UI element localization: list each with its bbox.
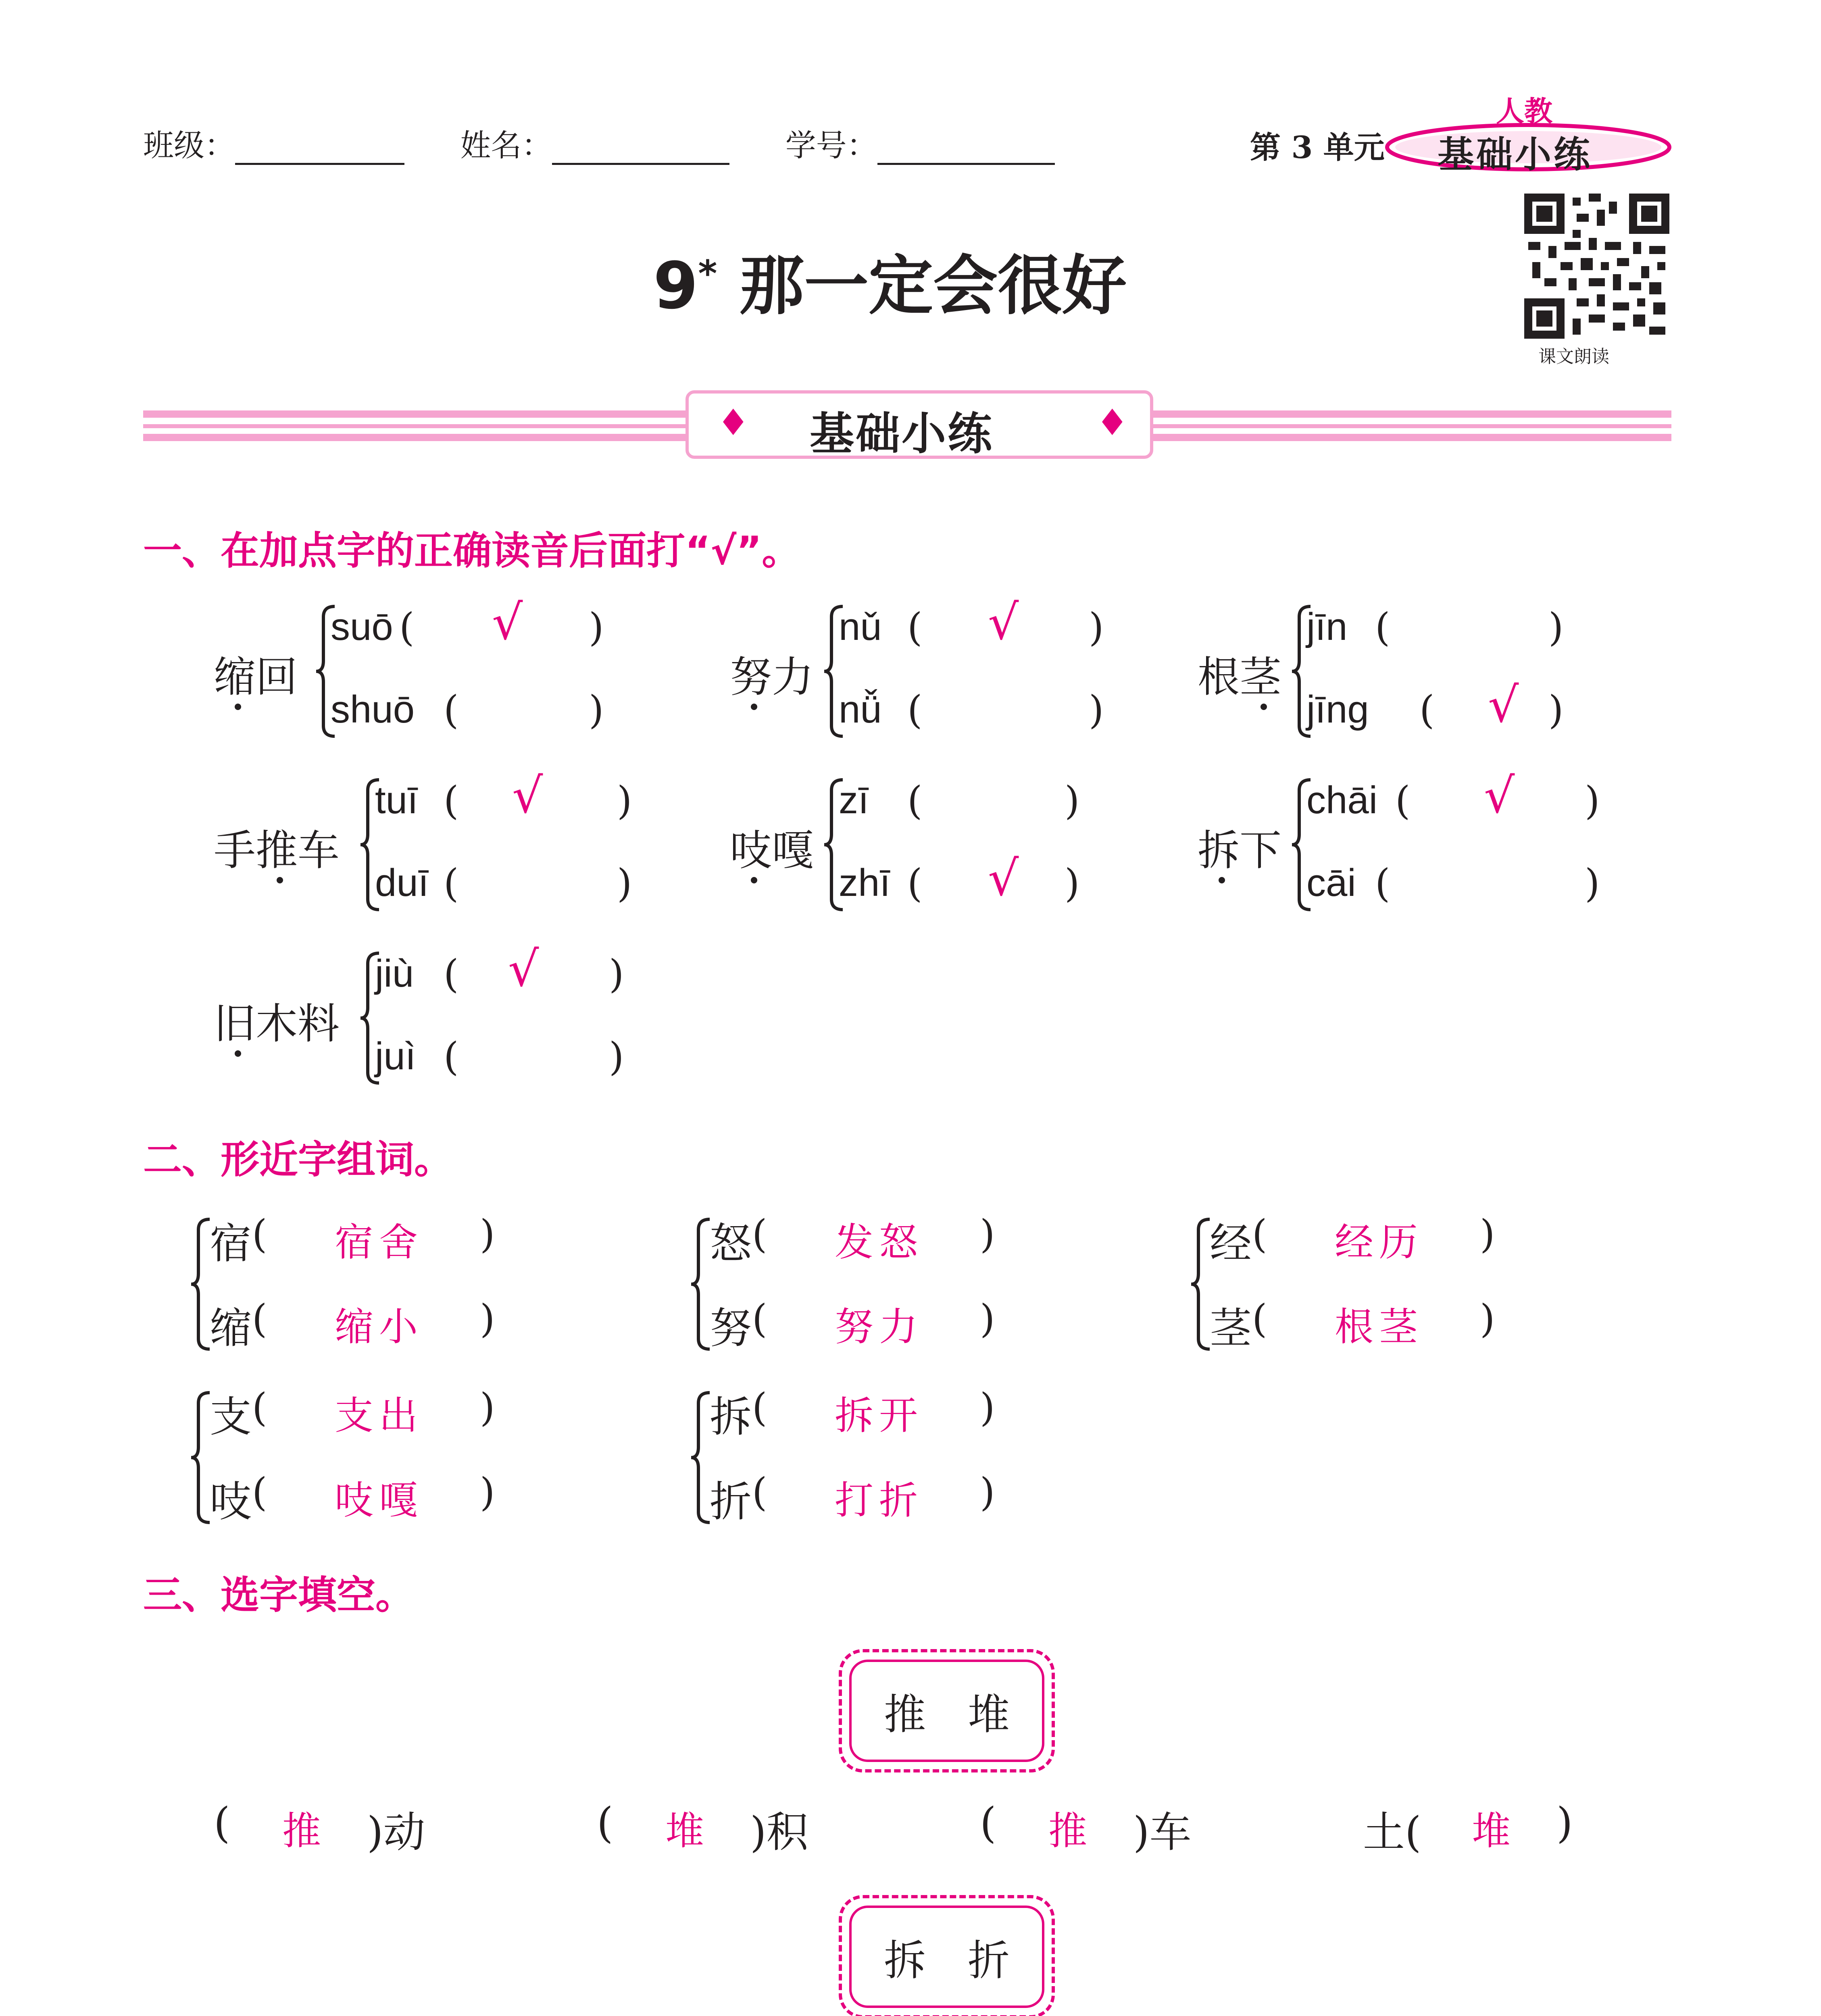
close-paren: ) (617, 778, 632, 823)
emphasis-dot (751, 704, 757, 710)
emphasis-dot (235, 1050, 241, 1057)
word-answer[interactable]: 缩小 (335, 1304, 423, 1350)
base-char: 缩 (210, 1304, 252, 1353)
open-paren: ( (1375, 861, 1390, 906)
base-char: 努 (710, 1304, 752, 1353)
word-answer[interactable]: 根茎 (1335, 1304, 1423, 1350)
check-mark-answer[interactable]: √ (1484, 768, 1515, 824)
check-mark-answer[interactable]: √ (988, 851, 1019, 907)
open-paren: ( (252, 1296, 267, 1341)
open-paren: ( (907, 778, 923, 823)
close-paren: ) (480, 1470, 495, 1515)
pinyin-option: duī (375, 861, 429, 904)
choice-chars: 拆 折 (883, 1936, 1010, 1985)
base-char: 拆 (710, 1392, 752, 1441)
close-paren: ) (480, 1296, 495, 1341)
section3-heading: 三、选字填空。 (143, 1572, 414, 1618)
close-paren: ) (589, 605, 604, 650)
close-paren: ) (1065, 861, 1080, 906)
open-paren: ( (907, 861, 923, 906)
open-paren: ( (907, 605, 923, 650)
lesson-star: * (698, 252, 717, 295)
emphasis-dot (1219, 877, 1225, 883)
pinyin-word: 拆下 (1198, 826, 1282, 875)
emphasis-dot (1261, 704, 1267, 710)
pinyin-option: cāi (1306, 861, 1356, 904)
open-paren: ( (1252, 1296, 1267, 1341)
unit-label: 第 3 单元 (1250, 129, 1385, 165)
blank-suffix: ) (1556, 1798, 1573, 1847)
word-answer[interactable]: 拆开 (835, 1393, 923, 1438)
class-label: 班级： (143, 127, 235, 163)
open-paren: ( (1252, 1212, 1267, 1257)
open-paren: ( (1419, 687, 1435, 733)
base-char: 茎 (1210, 1304, 1252, 1353)
close-paren: ) (589, 687, 604, 733)
base-char: 怒 (710, 1219, 752, 1268)
open-paren: ( (252, 1385, 267, 1430)
series-name: 基础小练 (1438, 133, 1592, 176)
close-paren: ) (1585, 778, 1600, 823)
close-paren: ) (980, 1296, 995, 1341)
emphasis-dot (751, 877, 757, 883)
emphasis-dot (277, 877, 283, 883)
pinyin-option: suō (331, 605, 393, 648)
open-paren: ( (444, 687, 459, 733)
close-paren: ) (980, 1212, 995, 1257)
lesson-title: 那一定会很好 (740, 248, 1127, 323)
base-char: 折 (710, 1477, 752, 1526)
open-paren: ( (252, 1212, 267, 1257)
blank-answer[interactable]: 堆 (665, 1808, 704, 1854)
blank-prefix: ( (214, 1798, 230, 1847)
diamond-icon: ♦ (1096, 402, 1129, 444)
pinyin-option: zhī (839, 861, 891, 904)
choice-chars: 推 堆 (883, 1690, 1010, 1739)
pinyin-option: jīn (1306, 605, 1348, 648)
open-paren: ( (907, 687, 923, 733)
pinyin-option: jīng (1306, 688, 1369, 731)
banner-box (685, 390, 1153, 459)
pinyin-option: shuō (331, 688, 415, 731)
open-paren: ( (444, 952, 459, 997)
blank-answer[interactable]: 推 (1048, 1808, 1087, 1854)
close-paren: ) (1089, 605, 1104, 650)
word-answer[interactable]: 吱嘎 (335, 1478, 423, 1523)
diamond-icon: ♦ (717, 402, 750, 444)
pinyin-word: 吱嘎 (730, 826, 814, 875)
word-answer[interactable]: 打折 (835, 1478, 923, 1523)
pinyin-option: chāi (1306, 779, 1378, 822)
open-paren: ( (399, 605, 415, 650)
blank-suffix: )车 (1133, 1808, 1192, 1857)
blank-prefix: 土( (1363, 1808, 1421, 1857)
close-paren: ) (1480, 1212, 1495, 1257)
pinyin-option: nǚ (839, 688, 882, 731)
check-mark-answer[interactable]: √ (1488, 677, 1519, 733)
close-paren: ) (480, 1212, 495, 1257)
name-field[interactable] (552, 135, 729, 165)
blank-answer[interactable]: 推 (282, 1808, 321, 1854)
close-paren: ) (609, 952, 624, 997)
base-char: 宿 (210, 1219, 252, 1268)
blank-answer[interactable]: 堆 (1472, 1808, 1511, 1854)
check-mark-answer[interactable]: √ (512, 768, 543, 824)
word-answer[interactable]: 发怒 (835, 1220, 923, 1265)
pinyin-option: zī (839, 779, 869, 822)
check-mark-answer[interactable]: √ (508, 941, 539, 998)
open-paren: ( (444, 778, 459, 823)
pinyin-word: 努力 (730, 652, 814, 702)
word-answer[interactable]: 宿舍 (335, 1220, 423, 1265)
open-paren: ( (444, 861, 459, 906)
series-publisher: 人教 (1496, 95, 1552, 128)
id-label: 学号： (785, 127, 877, 163)
qr-caption: 课文朗读 (1538, 346, 1609, 367)
banner-label: 基础小练 (810, 408, 994, 460)
open-paren: ( (752, 1470, 767, 1515)
base-char: 吱 (210, 1477, 252, 1526)
close-paren: ) (1548, 687, 1564, 733)
pinyin-option: juì (375, 1035, 416, 1078)
class-field[interactable] (235, 135, 404, 165)
open-paren: ( (1395, 778, 1411, 823)
close-paren: ) (1548, 605, 1564, 650)
series-logo (1383, 95, 1673, 176)
pinyin-word: 根茎 (1198, 652, 1282, 702)
pinyin-option: nǔ (839, 605, 882, 648)
word-answer[interactable]: 经历 (1335, 1220, 1423, 1265)
close-paren: ) (617, 861, 632, 906)
close-paren: ) (609, 1034, 624, 1079)
close-paren: ) (480, 1385, 495, 1430)
header-fields (143, 121, 1055, 165)
page-title (653, 234, 1127, 327)
check-mark-answer[interactable]: √ (988, 595, 1019, 651)
blank-suffix: )动 (367, 1808, 425, 1857)
pinyin-word: 旧木料 (214, 999, 340, 1048)
open-paren: ( (752, 1296, 767, 1341)
open-paren: ( (444, 1034, 459, 1079)
id-field[interactable] (877, 135, 1055, 165)
blank-suffix: )积 (750, 1808, 808, 1857)
close-paren: ) (980, 1470, 995, 1515)
word-answer[interactable]: 努力 (835, 1304, 923, 1350)
base-char: 支 (210, 1392, 252, 1441)
choice-box-2 (839, 1895, 1055, 2016)
blank-prefix: ( (597, 1798, 613, 1847)
close-paren: ) (1480, 1296, 1495, 1341)
word-answer[interactable]: 支出 (335, 1393, 423, 1438)
close-paren: ) (1585, 861, 1600, 906)
check-mark-answer[interactable]: √ (492, 595, 523, 651)
open-paren: ( (752, 1385, 767, 1430)
base-char: 经 (1210, 1219, 1252, 1268)
lesson-number: 9 (653, 248, 698, 323)
close-paren: ) (980, 1385, 995, 1430)
blank-prefix: ( (980, 1798, 996, 1847)
open-paren: ( (752, 1212, 767, 1257)
pinyin-option: jiù (375, 952, 414, 995)
qr-code[interactable] (1524, 194, 1669, 339)
section1-heading: 一、在加点字的正确读音后面打“√”。 (143, 528, 801, 573)
pinyin-word: 手推车 (214, 826, 340, 875)
close-paren: ) (1089, 687, 1104, 733)
pinyin-word: 缩回 (214, 652, 298, 702)
open-paren: ( (252, 1470, 267, 1515)
name-label: 姓名： (460, 127, 552, 163)
pinyin-option: tuī (375, 779, 418, 822)
close-paren: ) (1065, 778, 1080, 823)
section2-heading: 二、形近字组词。 (143, 1137, 453, 1182)
emphasis-dot (235, 704, 241, 710)
choice-box-1 (839, 1649, 1055, 1772)
open-paren: ( (1375, 605, 1390, 650)
